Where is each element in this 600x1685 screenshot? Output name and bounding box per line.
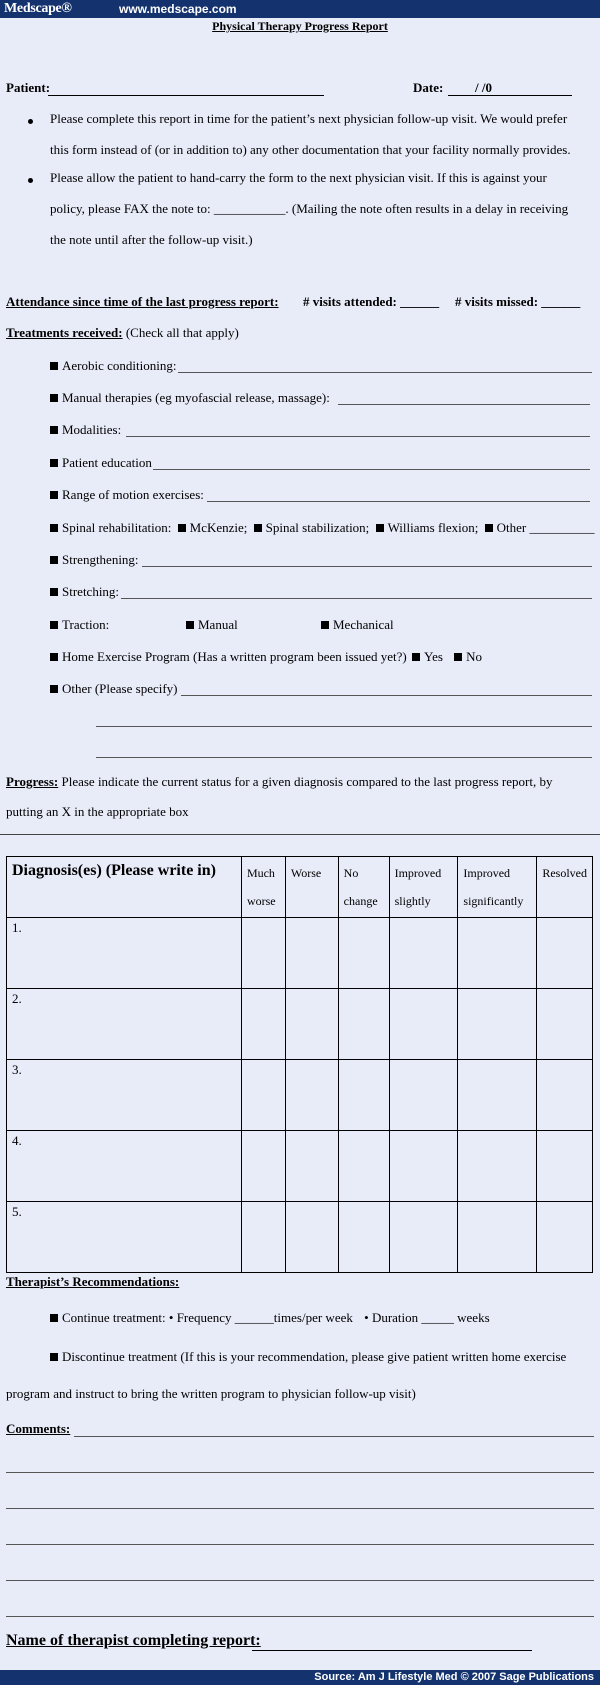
continue-treatment[interactable]: Continue treatment: • Frequency ______times/per week • Duration _____ weeks	[50, 1310, 490, 1326]
treatment-aerobic[interactable]: Aerobic conditioning:	[50, 358, 176, 374]
diagnosis-cell[interactable]: 4.	[7, 1131, 242, 1202]
checkbox-icon[interactable]	[178, 524, 186, 532]
table-row	[7, 1202, 593, 1273]
checkbox-icon[interactable]	[50, 588, 58, 596]
fill-line[interactable]	[338, 404, 590, 405]
treatments-heading	[6, 325, 239, 341]
treatment-manual-therapies[interactable]: Manual therapies (eg myofascial release, massage):	[50, 390, 330, 406]
option-mckenzie: McKenzie;	[189, 520, 248, 535]
treatment-range-of-motion[interactable]: Range of motion exercises:	[50, 487, 204, 503]
recommendations-label: Therapist’s Recommendations:	[6, 1274, 180, 1289]
fill-line[interactable]	[126, 436, 590, 437]
medscape-logo[interactable]: Medscape®	[4, 1, 72, 16]
visits-missed[interactable]: # visits missed: ______	[455, 294, 581, 309]
rating-cell[interactable]	[241, 1131, 285, 1202]
rating-cell[interactable]	[389, 1060, 458, 1131]
treatment-patient-education[interactable]: Patient education	[50, 455, 152, 471]
checkbox-icon[interactable]	[50, 426, 58, 434]
rating-cell[interactable]	[537, 1060, 593, 1131]
col-no-change: No change	[338, 857, 389, 918]
rating-cell[interactable]	[241, 918, 285, 989]
rating-cell[interactable]	[338, 1060, 389, 1131]
bullet-icon	[28, 119, 33, 124]
comment-line[interactable]	[74, 1436, 594, 1437]
rating-cell[interactable]	[338, 989, 389, 1060]
progress-line-2: putting an X in the appropriate box	[6, 804, 189, 819]
col-much-worse: Much worse	[241, 857, 285, 918]
rating-cell[interactable]	[537, 1131, 593, 1202]
rating-cell[interactable]	[285, 1131, 338, 1202]
rating-cell[interactable]	[285, 1202, 338, 1273]
rating-cell[interactable]	[338, 1202, 389, 1273]
rating-cell[interactable]	[389, 918, 458, 989]
divider	[0, 834, 600, 835]
treatment-other[interactable]: Other (Please specify)	[50, 681, 178, 697]
table-row	[7, 918, 593, 989]
frequency-field[interactable]: Frequency ______times/per week	[176, 1310, 353, 1325]
report-title: Physical Therapy Progress Report	[212, 19, 388, 33]
option-other: Other __________	[496, 520, 595, 535]
comment-line[interactable]	[6, 1544, 594, 1545]
rating-cell[interactable]	[537, 989, 593, 1060]
checkbox-icon[interactable]	[50, 685, 58, 693]
checkbox-icon[interactable]	[50, 362, 58, 370]
fill-line[interactable]	[96, 726, 592, 727]
bullet-icon: •	[364, 1310, 369, 1325]
option-manual[interactable]: Manual	[186, 617, 238, 633]
rating-cell[interactable]	[389, 989, 458, 1060]
patient-line[interactable]	[48, 95, 324, 96]
checkbox-icon[interactable]	[186, 621, 194, 629]
treatment-traction[interactable]: Traction:	[50, 617, 109, 633]
therapist-label: Name of therapist completing report:	[6, 1632, 261, 1649]
table-header-row	[7, 857, 593, 918]
rating-cell[interactable]	[241, 1202, 285, 1273]
option-no: No	[466, 649, 483, 664]
treatment-strengthening[interactable]: Strengthening:	[50, 552, 139, 568]
table-row	[7, 989, 593, 1060]
fill-line[interactable]	[181, 695, 592, 696]
checkbox-icon[interactable]	[50, 621, 58, 629]
option-spinal-stabilization: Spinal stabilization;	[265, 520, 370, 535]
fill-line[interactable]	[96, 757, 592, 758]
checkbox-icon[interactable]	[50, 491, 58, 499]
therapist-name-line[interactable]	[252, 1650, 532, 1651]
fill-line[interactable]	[207, 501, 590, 502]
treatments-hint: (Check all that apply)	[125, 325, 239, 340]
comment-line[interactable]	[6, 1508, 594, 1509]
checkbox-icon[interactable]	[485, 524, 493, 532]
checkbox-icon[interactable]	[50, 653, 58, 661]
checkbox-icon[interactable]	[321, 621, 329, 629]
bullet-2-line-3: the note until after the follow-up visit.)	[50, 232, 253, 247]
checkbox-icon[interactable]	[376, 524, 384, 532]
date-label: Date:	[413, 80, 444, 95]
table-row	[7, 1060, 593, 1131]
progress-line-1: Progress: Please indicate the current status for a given diagnosis compared to the last progress report, by	[6, 774, 553, 789]
rating-cell[interactable]	[537, 1202, 593, 1273]
progress-table	[6, 856, 593, 1273]
rating-cell[interactable]	[389, 1202, 458, 1273]
diagnosis-header: Diagnosis(es) (Please write in)	[7, 857, 242, 918]
discontinue-line-2: program and instruct to bring the written program to physician follow-up visit)	[6, 1386, 416, 1401]
checkbox-icon[interactable]	[50, 459, 58, 467]
checkbox-icon[interactable]	[50, 394, 58, 402]
option-yes: Yes	[424, 649, 443, 664]
treatment-spinal-rehab[interactable]: Spinal rehabilitation: McKenzie; Spinal stabilization; Williams flexion; Other __________	[50, 520, 595, 536]
date-template: / /0	[475, 80, 492, 95]
checkbox-icon[interactable]	[254, 524, 262, 532]
rating-cell[interactable]	[458, 1131, 537, 1202]
bullet-icon: •	[168, 1310, 174, 1325]
diagnosis-cell[interactable]: 5.	[7, 1202, 242, 1273]
treatment-stretching[interactable]: Stretching:	[50, 584, 119, 600]
diagnosis-cell[interactable]: 1.	[7, 918, 242, 989]
discontinue-treatment[interactable]: Discontinue treatment (If this is your recommendation, please give patient written home exercise	[50, 1349, 566, 1365]
rating-cell[interactable]	[458, 1202, 537, 1273]
col-improved-significantly: Improved significantly	[458, 857, 537, 918]
col-worse: Worse	[285, 857, 338, 918]
bullet-1-line-1: Please complete this report in time for the patient’s next physician follow-up visit. We would prefer	[50, 111, 568, 126]
site-url[interactable]: www.medscape.com	[119, 2, 237, 16]
progress-label: Progress:	[6, 774, 59, 789]
bullet-icon	[28, 178, 33, 183]
fill-line[interactable]	[153, 469, 590, 470]
fill-line[interactable]	[142, 566, 592, 567]
patient-label: Patient:	[6, 80, 51, 95]
source-credit: Source: Am J Lifestyle Med © 2007 Sage Publications	[314, 1671, 594, 1683]
table-row	[7, 1131, 593, 1202]
comment-line[interactable]	[6, 1580, 594, 1581]
rating-cell[interactable]	[285, 1060, 338, 1131]
rating-cell[interactable]	[338, 918, 389, 989]
option-mechanical[interactable]: Mechanical	[321, 617, 394, 633]
rating-cell[interactable]	[285, 918, 338, 989]
fill-line[interactable]	[178, 372, 592, 373]
rating-cell[interactable]	[458, 1060, 537, 1131]
col-improved-slightly: Improved slightly	[389, 857, 458, 918]
option-williams-flexion: Williams flexion;	[387, 520, 479, 535]
diagnosis-cell[interactable]: 3.	[7, 1060, 242, 1131]
comments-label: Comments:	[6, 1421, 71, 1436]
rating-cell[interactable]	[285, 989, 338, 1060]
bullet-1-line-2: this form instead of (or in addition to) any other documentation that your facility normally provides.	[50, 142, 571, 157]
checkbox-icon[interactable]	[50, 1353, 58, 1361]
fill-line[interactable]	[121, 598, 592, 599]
treatments-label: Treatments received:	[6, 325, 123, 340]
rating-cell[interactable]	[241, 989, 285, 1060]
duration-field[interactable]: Duration _____ weeks	[371, 1310, 490, 1325]
checkbox-icon[interactable]	[454, 653, 462, 661]
diagnosis-cell[interactable]: 2.	[7, 989, 242, 1060]
treatment-modalities[interactable]: Modalities:	[50, 422, 121, 438]
bullet-2-line-1: Please allow the patient to hand-carry the form to the next physician visit. If this is against your	[50, 170, 547, 185]
checkbox-icon[interactable]	[50, 524, 58, 532]
bullet-2-line-2: policy, please FAX the note to: ___________. (Mailing the note often results in a delay in receiving	[50, 201, 569, 216]
rating-cell[interactable]	[458, 989, 537, 1060]
rating-cell[interactable]	[389, 1131, 458, 1202]
checkbox-icon[interactable]	[412, 653, 420, 661]
rating-cell[interactable]	[241, 1060, 285, 1131]
header-bar	[0, 0, 600, 18]
footer-bar	[0, 1670, 600, 1685]
rating-cell[interactable]	[537, 918, 593, 989]
comment-line[interactable]	[6, 1616, 594, 1617]
checkbox-icon[interactable]	[50, 556, 58, 564]
rating-cell[interactable]	[338, 1131, 389, 1202]
comment-line[interactable]	[6, 1472, 594, 1473]
rating-cell[interactable]	[458, 918, 537, 989]
treatment-home-exercise[interactable]: Home Exercise Program (Has a written program been issued yet?) Yes No	[50, 649, 482, 665]
col-resolved: Resolved	[537, 857, 593, 918]
attendance-label: Attendance since time of the last progress report:	[6, 294, 279, 309]
checkbox-icon[interactable]	[50, 1314, 58, 1322]
visits-attended[interactable]: # visits attended: ______	[303, 294, 440, 309]
date-line[interactable]	[448, 95, 572, 96]
